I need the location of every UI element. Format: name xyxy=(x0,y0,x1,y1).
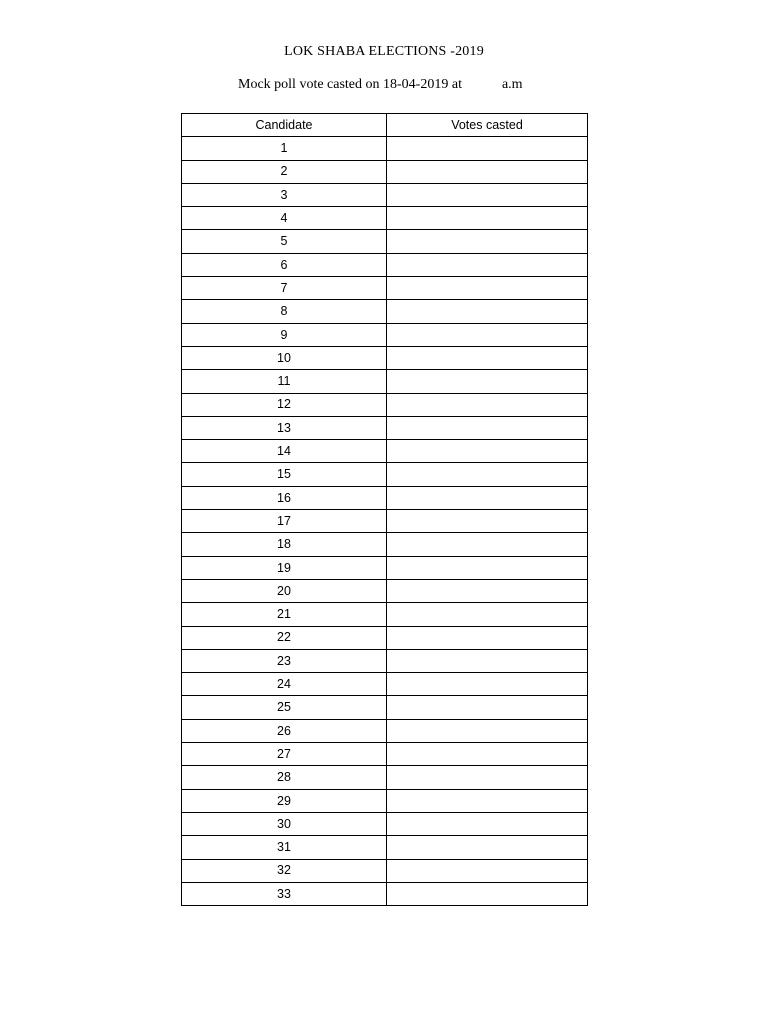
table-row xyxy=(182,603,588,626)
document-title: LOK SHABA ELECTIONS -2019 xyxy=(284,44,484,59)
votes-casted-cell xyxy=(387,859,588,882)
votes-casted-cell xyxy=(387,253,588,276)
table-row xyxy=(182,859,588,882)
candidate-number-cell: 22 xyxy=(182,626,387,649)
votes-casted-cell xyxy=(387,626,588,649)
subtitle-text: Mock poll vote casted on 18-04-2019 at xyxy=(238,77,462,92)
candidate-number-cell: 12 xyxy=(182,393,387,416)
candidate-number-cell: 18 xyxy=(182,533,387,556)
table-row xyxy=(182,882,588,905)
table-row xyxy=(182,486,588,509)
table-row xyxy=(182,253,588,276)
table-body xyxy=(182,137,588,906)
candidate-number-cell: 33 xyxy=(182,882,387,905)
votes-casted-cell xyxy=(387,696,588,719)
candidate-number-cell: 20 xyxy=(182,579,387,602)
votes-casted-cell xyxy=(387,230,588,253)
column-header-votes-casted: Votes casted xyxy=(387,114,588,137)
mock-poll-table xyxy=(181,113,588,906)
candidate-number-cell: 31 xyxy=(182,836,387,859)
candidate-number-cell: 28 xyxy=(182,766,387,789)
candidate-number-cell: 29 xyxy=(182,789,387,812)
table-row xyxy=(182,346,588,369)
votes-casted-cell xyxy=(387,277,588,300)
candidate-number-cell: 32 xyxy=(182,859,387,882)
candidate-number-cell: 21 xyxy=(182,603,387,626)
candidate-number-cell: 26 xyxy=(182,719,387,742)
table-row xyxy=(182,766,588,789)
votes-casted-cell xyxy=(387,556,588,579)
votes-casted-cell xyxy=(387,393,588,416)
candidate-number-cell: 1 xyxy=(182,137,387,160)
table-row xyxy=(182,789,588,812)
table-row xyxy=(182,323,588,346)
table-row xyxy=(182,673,588,696)
table-row xyxy=(182,556,588,579)
column-header-candidate: Candidate xyxy=(182,114,387,137)
table-row xyxy=(182,743,588,766)
subtitle-time-suffix: a.m xyxy=(501,77,523,92)
table-row xyxy=(182,649,588,672)
candidate-number-cell: 15 xyxy=(182,463,387,486)
table-row xyxy=(182,160,588,183)
candidate-number-cell: 30 xyxy=(182,812,387,835)
table-row xyxy=(182,626,588,649)
table-row xyxy=(182,300,588,323)
votes-casted-cell xyxy=(387,533,588,556)
votes-casted-cell xyxy=(387,440,588,463)
candidate-number-cell: 17 xyxy=(182,510,387,533)
table-row xyxy=(182,277,588,300)
votes-casted-cell xyxy=(387,370,588,393)
votes-casted-cell xyxy=(387,789,588,812)
votes-casted-cell xyxy=(387,160,588,183)
votes-casted-cell xyxy=(387,137,588,160)
candidate-number-cell: 27 xyxy=(182,743,387,766)
votes-casted-cell xyxy=(387,486,588,509)
votes-casted-cell xyxy=(387,719,588,742)
candidate-number-cell: 24 xyxy=(182,673,387,696)
votes-casted-cell xyxy=(387,510,588,533)
votes-casted-cell xyxy=(387,300,588,323)
votes-casted-cell xyxy=(387,603,588,626)
votes-casted-cell xyxy=(387,346,588,369)
votes-casted-cell xyxy=(387,812,588,835)
table-row xyxy=(182,183,588,206)
table-row xyxy=(182,416,588,439)
votes-casted-cell xyxy=(387,649,588,672)
table-row xyxy=(182,230,588,253)
table-row xyxy=(182,440,588,463)
votes-casted-cell xyxy=(387,882,588,905)
votes-casted-cell xyxy=(387,323,588,346)
votes-casted-cell xyxy=(387,183,588,206)
table-row xyxy=(182,510,588,533)
candidate-number-cell: 3 xyxy=(182,183,387,206)
table-row xyxy=(182,579,588,602)
votes-casted-cell xyxy=(387,743,588,766)
candidate-number-cell: 8 xyxy=(182,300,387,323)
table-header-row xyxy=(182,114,588,137)
candidate-number-cell: 9 xyxy=(182,323,387,346)
candidate-number-cell: 5 xyxy=(182,230,387,253)
table-row xyxy=(182,836,588,859)
candidate-number-cell: 16 xyxy=(182,486,387,509)
document-subtitle xyxy=(238,77,523,93)
candidate-number-cell: 4 xyxy=(182,207,387,230)
table-row xyxy=(182,393,588,416)
candidate-number-cell: 13 xyxy=(182,416,387,439)
votes-casted-cell xyxy=(387,673,588,696)
candidate-number-cell: 25 xyxy=(182,696,387,719)
table-row xyxy=(182,207,588,230)
table-row xyxy=(182,696,588,719)
table-row xyxy=(182,463,588,486)
table-row xyxy=(182,370,588,393)
votes-casted-cell xyxy=(387,579,588,602)
table-row xyxy=(182,137,588,160)
candidate-number-cell: 10 xyxy=(182,346,387,369)
candidate-number-cell: 11 xyxy=(182,370,387,393)
candidate-number-cell: 19 xyxy=(182,556,387,579)
candidate-number-cell: 23 xyxy=(182,649,387,672)
votes-casted-cell xyxy=(387,766,588,789)
votes-casted-cell xyxy=(387,463,588,486)
table-row xyxy=(182,719,588,742)
votes-casted-cell xyxy=(387,836,588,859)
candidate-number-cell: 14 xyxy=(182,440,387,463)
candidate-number-cell: 7 xyxy=(182,277,387,300)
candidate-number-cell: 2 xyxy=(182,160,387,183)
table-row xyxy=(182,533,588,556)
votes-casted-cell xyxy=(387,416,588,439)
table-row xyxy=(182,812,588,835)
candidate-number-cell: 6 xyxy=(182,253,387,276)
votes-casted-cell xyxy=(387,207,588,230)
